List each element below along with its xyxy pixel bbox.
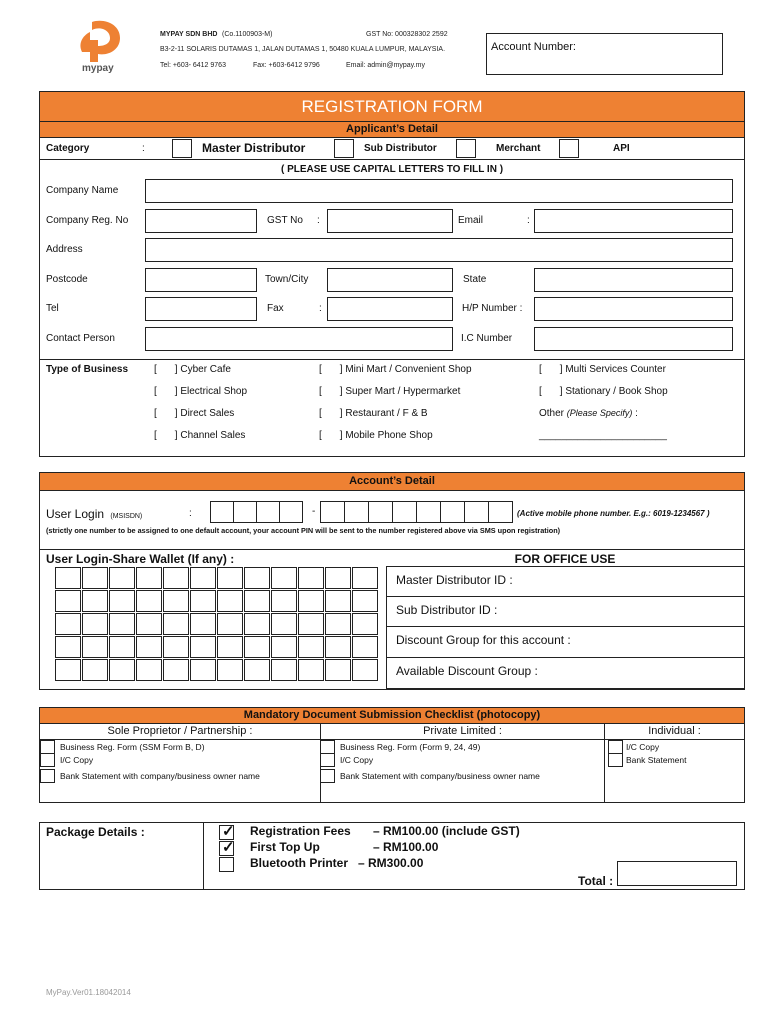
wallet-cell[interactable] [163,590,189,612]
msisdn-text: (MSISDN) [110,513,143,520]
wallet-cell[interactable] [190,659,216,681]
wallet-cell[interactable] [352,636,378,658]
wallet-cell[interactable] [82,590,108,612]
wallet-cell[interactable] [325,613,351,635]
merchant-label: Merchant [496,143,541,154]
gst-no-input[interactable] [327,209,453,233]
wallet-cell[interactable] [217,590,243,612]
business-col2 [319,364,472,452]
company-tel: Tel: +603- 6412 9763 [160,62,226,69]
package-divider [203,823,204,889]
bracket-open: [ [319,430,322,441]
business-col1 [154,364,247,452]
other-specify-line[interactable]: _______________________ [539,430,667,441]
checklist-checkbox[interactable] [40,769,55,783]
gst-no-label: GST No [267,215,303,226]
business-item[interactable] [319,364,472,386]
active-note: (Active mobile phone number. E.g.: 6019-1234567 ) [517,509,710,518]
form-title-bar [40,92,744,122]
digit-box[interactable] [210,501,234,523]
checklist-text: Business Reg. Form (Form 9, 24, 49) [340,742,481,752]
company-name-input[interactable] [145,179,733,203]
package-checkbox[interactable] [219,857,234,872]
wallet-cell[interactable] [109,636,135,658]
postcode-label: Postcode [46,274,88,285]
business-divider [40,359,744,360]
business-item[interactable] [319,386,472,408]
contact-label: Contact Person [46,333,115,344]
bracket-close: ] [174,430,178,441]
digit-box[interactable] [279,501,303,523]
gst-colon: : [317,215,320,226]
business-item[interactable] [154,364,247,386]
col1-checklist [40,740,260,783]
ic-label: I.C Number [461,333,513,344]
checklist-item[interactable] [320,768,540,783]
checklist-text: I/C Copy [626,742,660,752]
company-name: MYPAY SDN BHD [160,31,218,38]
tel-input[interactable] [145,297,257,321]
applicant-title: Applicant’s Detail [346,123,438,135]
account-number-box[interactable] [486,33,723,75]
checklist-checkbox[interactable] [608,740,623,754]
applicant-title-bar [40,122,744,138]
business-electrical-shop: Electrical Shop [180,386,248,397]
bracket-close: ] [174,408,178,419]
office-row[interactable] [387,597,744,627]
bracket-open: [ [539,364,542,375]
address-label: Address [46,244,83,255]
digit-box[interactable] [416,501,441,523]
check-icon: ✓ [222,823,235,840]
checklist-item[interactable] [40,753,260,767]
package-item-registration[interactable] [219,824,619,840]
wallet-cell[interactable] [163,567,189,589]
business-item[interactable] [319,408,472,430]
wallet-cell[interactable] [325,567,351,589]
capital-note: ( PLEASE USE CAPITAL LETTERS TO FILL IN ) [280,164,504,175]
bracket-open: [ [154,364,157,375]
wallet-cell[interactable] [55,567,81,589]
wallet-cell[interactable] [163,636,189,658]
business-label: Type of Business [46,364,129,375]
digit-box[interactable] [392,501,417,523]
business-mobile-phone-shop: Mobile Phone Shop [345,430,433,441]
total-label: Total : [578,874,614,888]
user-login-text: User Login [46,507,105,521]
user-login-colon: : [189,508,192,519]
wallet-cell[interactable] [217,659,243,681]
checklist-text: I/C Copy [60,755,94,765]
msisdn-dash: - [312,506,316,517]
package-name: Bluetooth Printer [250,856,348,870]
wallet-cell[interactable] [325,636,351,658]
wallet-cell[interactable] [352,590,378,612]
checklist-item[interactable] [608,740,686,754]
contact-input[interactable] [145,327,453,351]
bracket-close: ] [339,408,343,419]
fax-colon: : [319,303,322,314]
business-item[interactable] [539,364,668,386]
sub-distributor-checkbox[interactable] [334,139,354,158]
other-hint: (Please Specify) [566,408,633,418]
package-name: Registration Fees [250,824,351,838]
wallet-cell[interactable] [217,613,243,635]
business-other [539,408,668,430]
digit-box[interactable] [233,501,257,523]
master-distributor-label: Master Distributor [202,141,306,155]
wallet-cell[interactable] [190,590,216,612]
msisdn-boxes-a [210,501,303,523]
wallet-cell[interactable] [136,567,162,589]
form-title: REGISTRATION FORM [301,97,483,116]
office-use-label: FOR OFFICE USE [514,552,616,566]
strict-note: (strictly one number to be assigned to one default account, your account PIN will be sent to the number registered above via SMS upon registration) [46,526,561,535]
merchant-checkbox-a[interactable] [456,139,476,158]
tel-label: Tel [46,303,59,314]
wallet-cell[interactable] [352,659,378,681]
wallet-cell[interactable] [190,636,216,658]
wallet-cell[interactable] [298,567,324,589]
bracket-close: ] [339,386,343,397]
msisdn-boxes-b [320,501,513,523]
bracket-open: [ [319,364,322,375]
wallet-cell[interactable] [271,659,297,681]
package-item-printer[interactable] [219,856,619,872]
merchant-checkbox-b[interactable] [559,139,579,158]
checklist-checkbox[interactable] [40,740,55,754]
checklist-checkbox[interactable] [40,753,55,767]
email-input[interactable] [534,209,733,233]
business-item[interactable] [154,408,247,430]
checklist-text: Bank Statement with company/business owner name [340,770,540,781]
business-cyber-cafe: Cyber Cafe [180,364,231,375]
business-channel-sales: Channel Sales [180,430,246,441]
package-price: – RM300.00 [358,856,424,870]
col1-title: Sole Proprietor / Partnership : [107,725,253,737]
town-label: Town/City [265,274,309,285]
town-input[interactable] [327,268,453,292]
package-item-topup[interactable] [219,840,619,856]
business-direct-sales: Direct Sales [180,408,235,419]
business-item[interactable] [154,386,247,408]
bracket-open: [ [319,386,322,397]
business-col3 [539,364,668,452]
wallet-cell[interactable] [109,567,135,589]
package-checkbox[interactable] [219,825,234,840]
bracket-close: ] [559,386,563,397]
checklist-title-bar [40,708,744,724]
business-super-mart: Super Mart / Hypermarket [345,386,461,397]
share-wallet-grid [55,567,378,681]
col3-checklist [608,740,686,767]
bracket-close: ] [174,364,178,375]
checklist-text: Bank Statement with company/business owner name [60,770,260,781]
col3-title: Individual : [648,725,701,737]
wallet-cell[interactable] [163,613,189,635]
office-row[interactable] [387,658,744,688]
office-row[interactable] [387,627,744,658]
wallet-cell[interactable] [109,613,135,635]
wallet-cell[interactable] [136,590,162,612]
user-login-label [46,507,142,521]
available-discount-group: Available Discount Group : [396,664,538,678]
company-reg-label: Company Reg. No [46,215,129,226]
account-number-label: Account Number: [491,41,576,53]
wallet-cell[interactable] [271,613,297,635]
category-label: Category [46,143,90,154]
office-use-box [386,566,745,689]
wallet-cell[interactable] [55,590,81,612]
sub-distributor-label: Sub Distributor [364,143,437,154]
bracket-close: ] [559,364,563,375]
fax-input[interactable] [327,297,453,321]
digit-box[interactable] [464,501,489,523]
wallet-cell[interactable] [109,590,135,612]
checklist-item[interactable] [40,740,260,754]
sub-distributor-id: Sub Distributor ID : [396,603,498,617]
wallet-cell[interactable] [244,590,270,612]
digit-box[interactable] [368,501,393,523]
company-fax: Fax: +603-6412 9796 [253,62,320,69]
wallet-cell[interactable] [244,636,270,658]
wallet-cell[interactable] [244,567,270,589]
package-price: – RM100.00 [373,840,439,854]
package-name: First Top Up [250,840,320,854]
category-colon: : [142,143,145,154]
wallet-cell[interactable] [352,613,378,635]
api-label: API [613,143,630,154]
col2-checklist [320,740,540,783]
wallet-cell[interactable] [298,636,324,658]
wallet-cell[interactable] [217,636,243,658]
business-restaurant: Restaurant / F & B [345,408,428,419]
checklist-item[interactable] [320,753,540,767]
category-row [40,138,744,160]
checklist-checkbox[interactable] [608,753,623,767]
checklist-checkbox[interactable] [320,740,335,754]
wallet-cell[interactable] [244,613,270,635]
office-row[interactable] [387,567,744,597]
other-label: Other [539,408,565,419]
wallet-cell[interactable] [190,567,216,589]
business-stationary: Stationary / Book Shop [565,386,668,397]
digit-box[interactable] [440,501,465,523]
postcode-input[interactable] [145,268,257,292]
account-divider [40,549,744,550]
checklist-item[interactable] [320,740,540,754]
email-colon: : [527,215,530,226]
bracket-close: ] [174,386,178,397]
wallet-cell[interactable] [190,613,216,635]
bracket-open: [ [154,408,157,419]
footer-version: MyPay.Ver01.18042014 [46,988,131,997]
account-title-bar [40,473,744,491]
wallet-cell[interactable] [271,590,297,612]
bracket-open: [ [154,386,157,397]
company-name-label: Company Name [46,185,119,196]
total-input[interactable] [617,861,737,886]
master-distributor-id: Master Distributor ID : [396,573,513,587]
company-email: Email: admin@mypay.my [346,62,425,69]
wallet-cell[interactable] [298,613,324,635]
fax-label: Fax [267,303,284,314]
address-input[interactable] [145,238,733,262]
bracket-close: ] [339,364,343,375]
business-item[interactable] [319,430,472,452]
account-title: Account’s Detail [349,475,435,487]
company-reg: (Co.1100903-M) [222,31,273,38]
bracket-open: [ [154,430,157,441]
company-reg-input[interactable] [145,209,257,233]
hp-label: H/P Number : [462,303,523,314]
digit-box[interactable] [344,501,369,523]
checklist-item[interactable] [40,768,260,783]
checklist-checkbox[interactable] [320,753,335,767]
wallet-cell[interactable] [163,659,189,681]
state-label: State [463,274,487,285]
wallet-cell[interactable] [271,636,297,658]
check-icon: ✓ [222,839,235,856]
checklist-checkbox[interactable] [320,769,335,783]
checklist-text: Bank Statement [626,755,687,765]
bracket-close: ] [339,430,343,441]
business-item[interactable] [154,430,247,452]
wallet-cell[interactable] [325,659,351,681]
wallet-cell[interactable] [55,659,81,681]
wallet-cell[interactable] [136,613,162,635]
package-price: – RM100.00 (include GST) [373,824,520,838]
checklist-title: Mandatory Document Submission Checklist (photocopy) [243,709,541,721]
business-item[interactable] [539,386,668,408]
wallet-cell[interactable] [109,659,135,681]
bracket-open: [ [319,408,322,419]
wallet-cell[interactable] [136,659,162,681]
brand-name: mypay [82,63,114,74]
hp-input[interactable] [534,297,733,321]
wallet-cell[interactable] [244,659,270,681]
company-address: B3-2-11 SOLARIS DUTAMAS 1, JALAN DUTAMAS 1, 50480 KUALA LUMPUR, MALAYSIA. [160,46,446,53]
ic-input[interactable] [534,327,733,351]
wallet-cell[interactable] [352,567,378,589]
package-checkbox[interactable] [219,841,234,856]
discount-group: Discount Group for this account : [396,633,571,647]
wallet-cell[interactable] [325,590,351,612]
bracket-open: [ [539,386,542,397]
checklist-text: Business Reg. Form (SSM Form B, D) [60,742,205,752]
master-distributor-checkbox[interactable] [172,139,192,158]
digit-box[interactable] [488,501,513,523]
other-colon: : [635,408,638,419]
wallet-cell[interactable] [298,659,324,681]
col2-title: Private Limited : [423,725,502,737]
package-label: Package Details : [46,825,145,839]
wallet-cell[interactable] [55,636,81,658]
wallet-cell[interactable] [82,659,108,681]
wallet-cell[interactable] [55,613,81,635]
checklist-text: I/C Copy [340,755,374,765]
wallet-cell[interactable] [82,567,108,589]
wallet-cell[interactable] [271,567,297,589]
wallet-cell[interactable] [82,636,108,658]
share-wallet-label: User Login-Share Wallet (If any) : [46,552,235,566]
wallet-cell[interactable] [217,567,243,589]
wallet-cell[interactable] [136,636,162,658]
wallet-cell[interactable] [82,613,108,635]
digit-box[interactable] [256,501,280,523]
business-multi-services: Multi Services Counter [565,364,666,375]
email-label: Email [458,215,484,226]
state-input[interactable] [534,268,733,292]
wallet-cell[interactable] [298,590,324,612]
business-mini-mart: Mini Mart / Convenient Shop [345,364,472,375]
digit-box[interactable] [320,501,345,523]
checklist-item[interactable] [608,753,686,767]
company-gst: GST No: 000328302 2592 [366,31,448,38]
